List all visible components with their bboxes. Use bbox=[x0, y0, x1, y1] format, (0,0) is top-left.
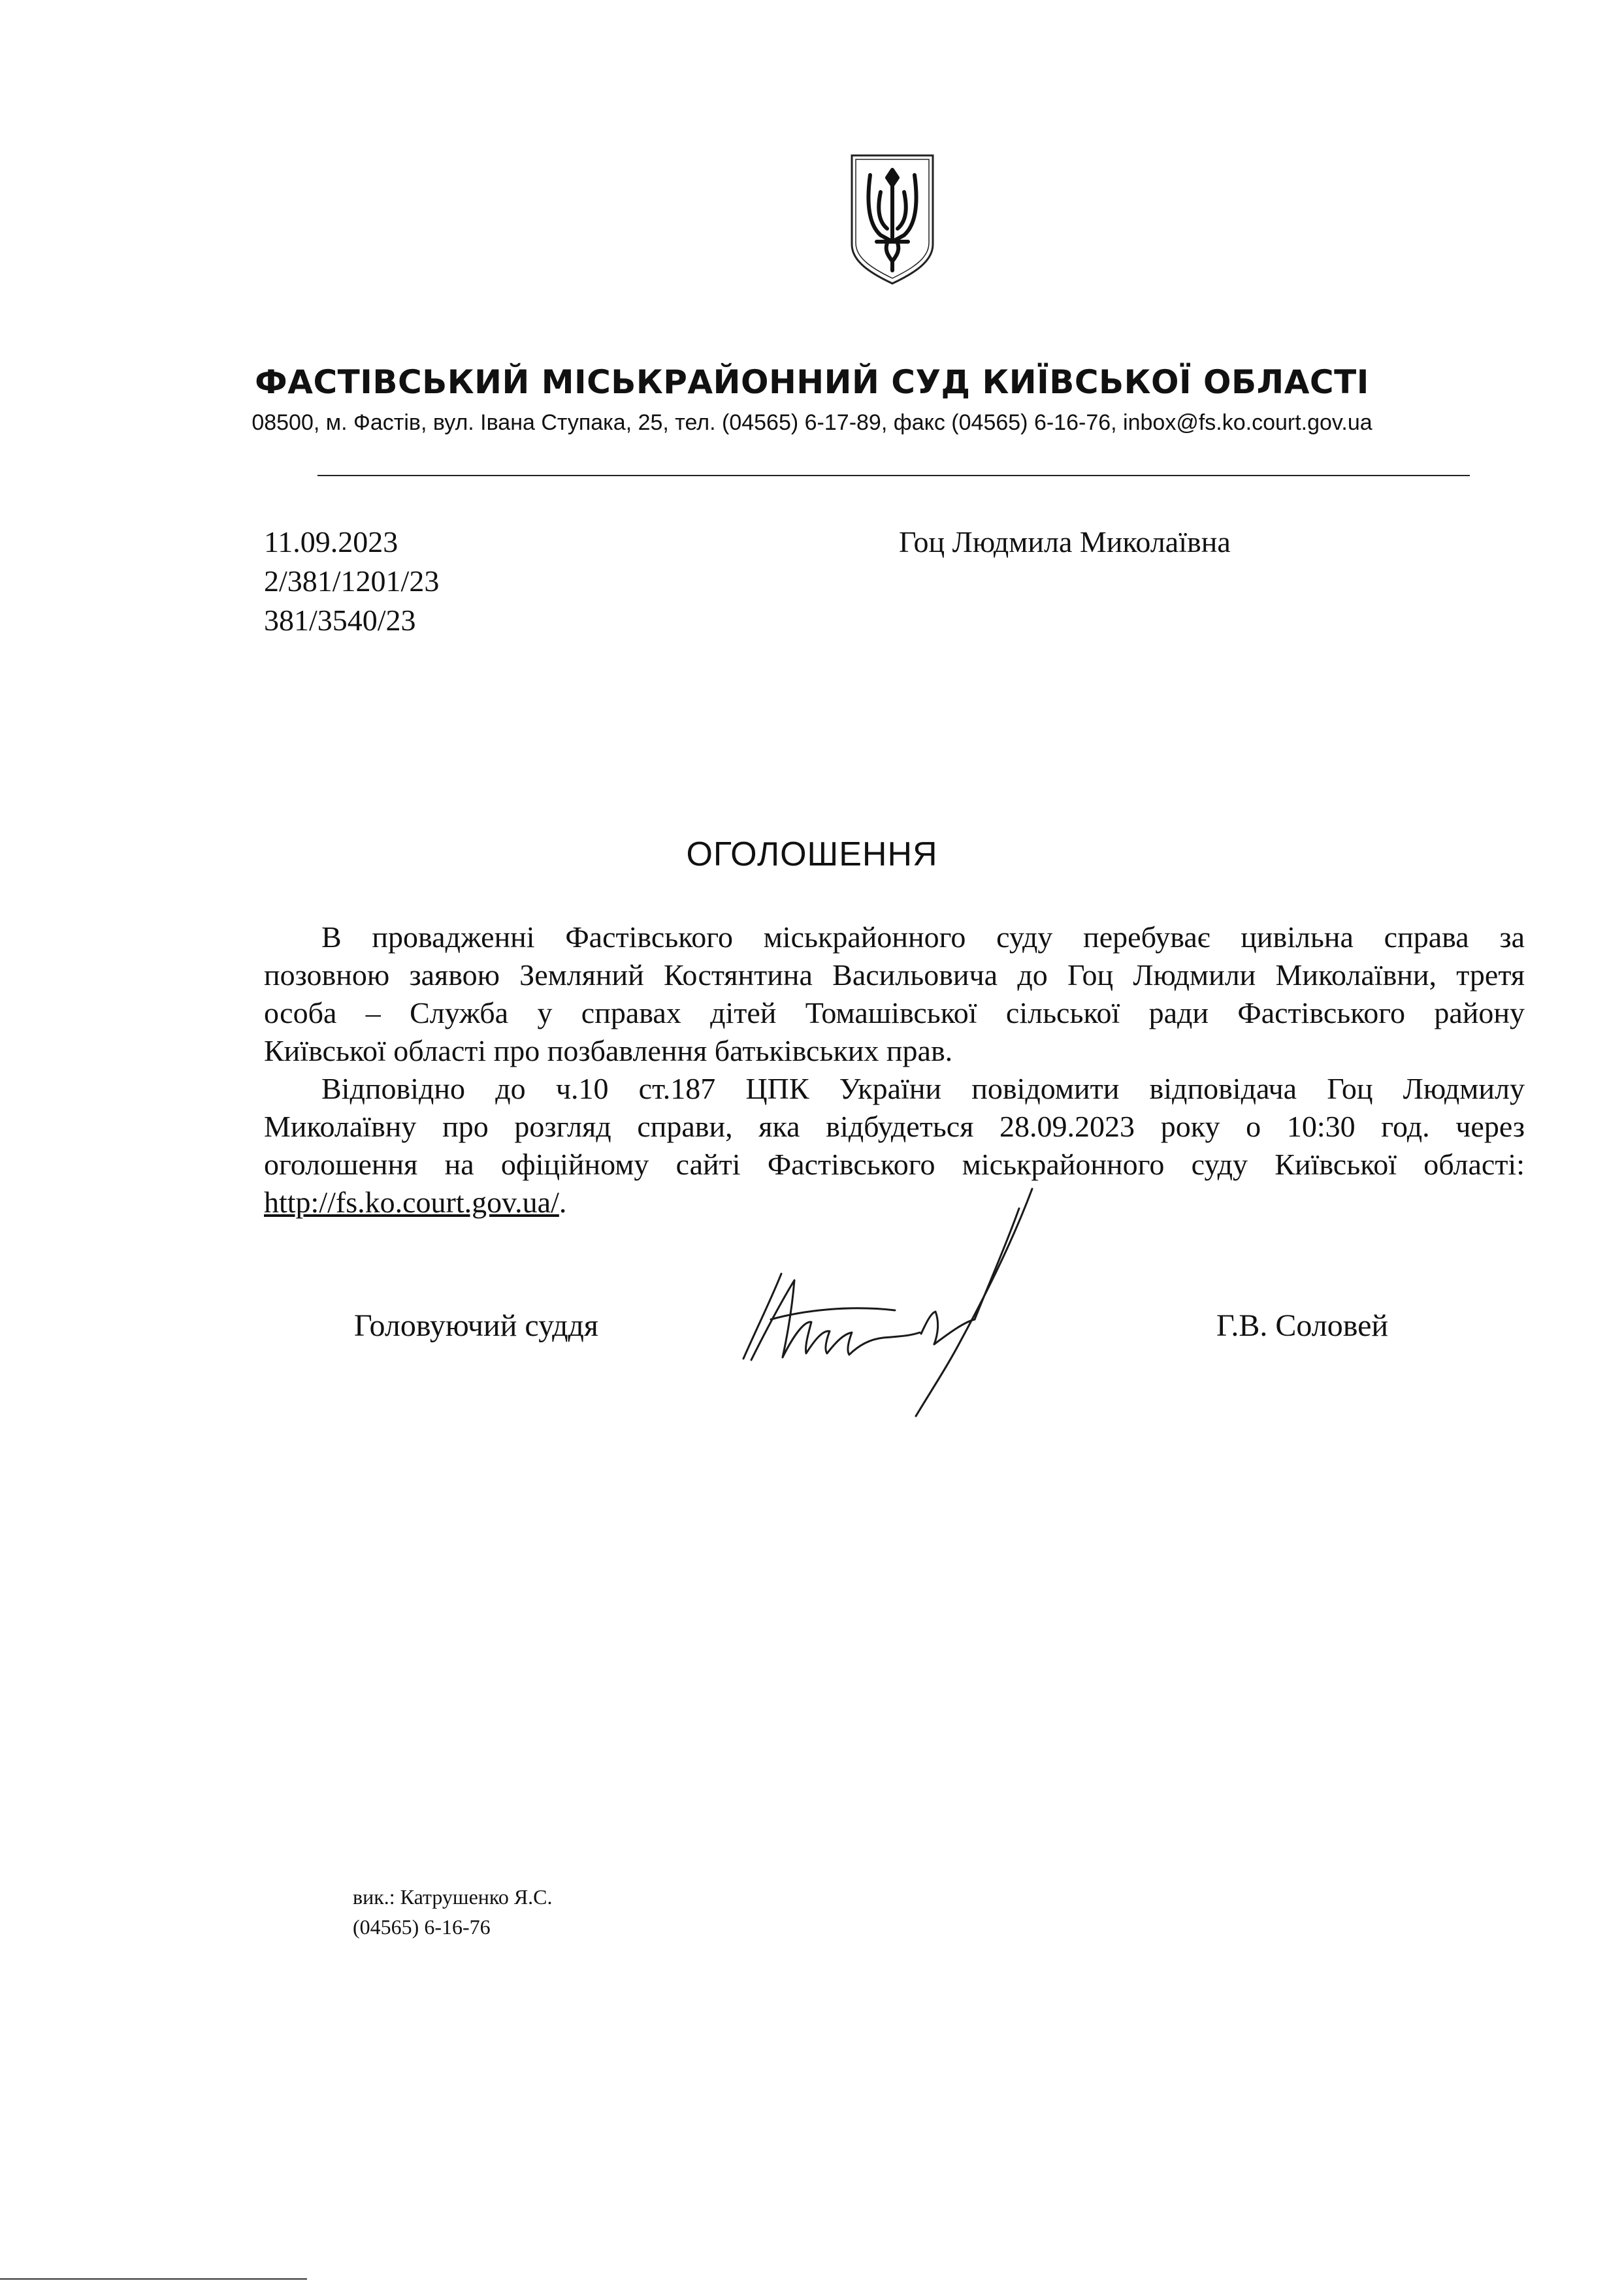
header-divider bbox=[317, 475, 1470, 476]
notice-paragraph-2-line-1: Відповідно до ч.10 ст.187 ЦПК України повідомити відповідача Гоц Людмилу bbox=[321, 1072, 1525, 1105]
executor-phone: (04565) 6-16-76 bbox=[353, 1915, 491, 1939]
outgoing-number: 2/381/1201/23 bbox=[264, 564, 440, 598]
notice-paragraph-1-line-2: позовною заявою Земляний Костянтина Васильовича до Гоц Людмили Миколаївни, третя bbox=[264, 958, 1525, 992]
notice-title: ОГОЛОШЕННЯ bbox=[686, 835, 938, 873]
footer-divider bbox=[0, 2278, 307, 2280]
document-date: 11.09.2023 bbox=[264, 525, 398, 558]
signer-name: Г.В. Соловей bbox=[1216, 1308, 1389, 1343]
notice-paragraph-2-line-2: Миколаївну про розгляд справи, яка відбудеться 28.09.2023 року о 10:30 год. через bbox=[264, 1110, 1525, 1143]
notice-paragraph-2-line-3: оголошення на офіційному сайті Фастівського міськрайонного суду Київської області: bbox=[264, 1148, 1525, 1181]
court-website-link[interactable]: http://fs.ko.court.gov.ua/ bbox=[264, 1186, 559, 1219]
handwritten-signature-icon bbox=[732, 1182, 1071, 1430]
case-number: 381/3540/23 bbox=[264, 604, 416, 637]
notice-paragraph-1-line-1: В провадженні Фастівського міськрайонного суду перебуває цивільна справа за bbox=[321, 920, 1525, 954]
presiding-judge-label: Головуючий суддя bbox=[354, 1308, 598, 1343]
recipient-name: Гоц Людмила Миколаївна bbox=[899, 525, 1231, 558]
link-suffix: . bbox=[559, 1186, 567, 1219]
executor-name: вик.: Катрушенко Я.С. bbox=[353, 1885, 553, 1909]
court-name: ФАСТІВСЬКИЙ МІСЬКРАЙОННИЙ СУД КИЇВСЬКОЇ ОБЛАСТІ bbox=[255, 363, 1369, 401]
notice-paragraph-1-line-3: особа – Служба у справах дітей Томашівської сільської ради Фастівського району bbox=[264, 996, 1525, 1029]
court-address: 08500, м. Фастів, вул. Івана Ступака, 25, тел. (04565) 6-17-89, факс (04565) 6-16-76, inbox@fs.ko.court.gov.ua bbox=[252, 410, 1372, 435]
notice-paragraph-1-line-4: Київської області про позбавлення батьківських прав. bbox=[264, 1034, 953, 1067]
trident-emblem-icon bbox=[847, 152, 938, 286]
